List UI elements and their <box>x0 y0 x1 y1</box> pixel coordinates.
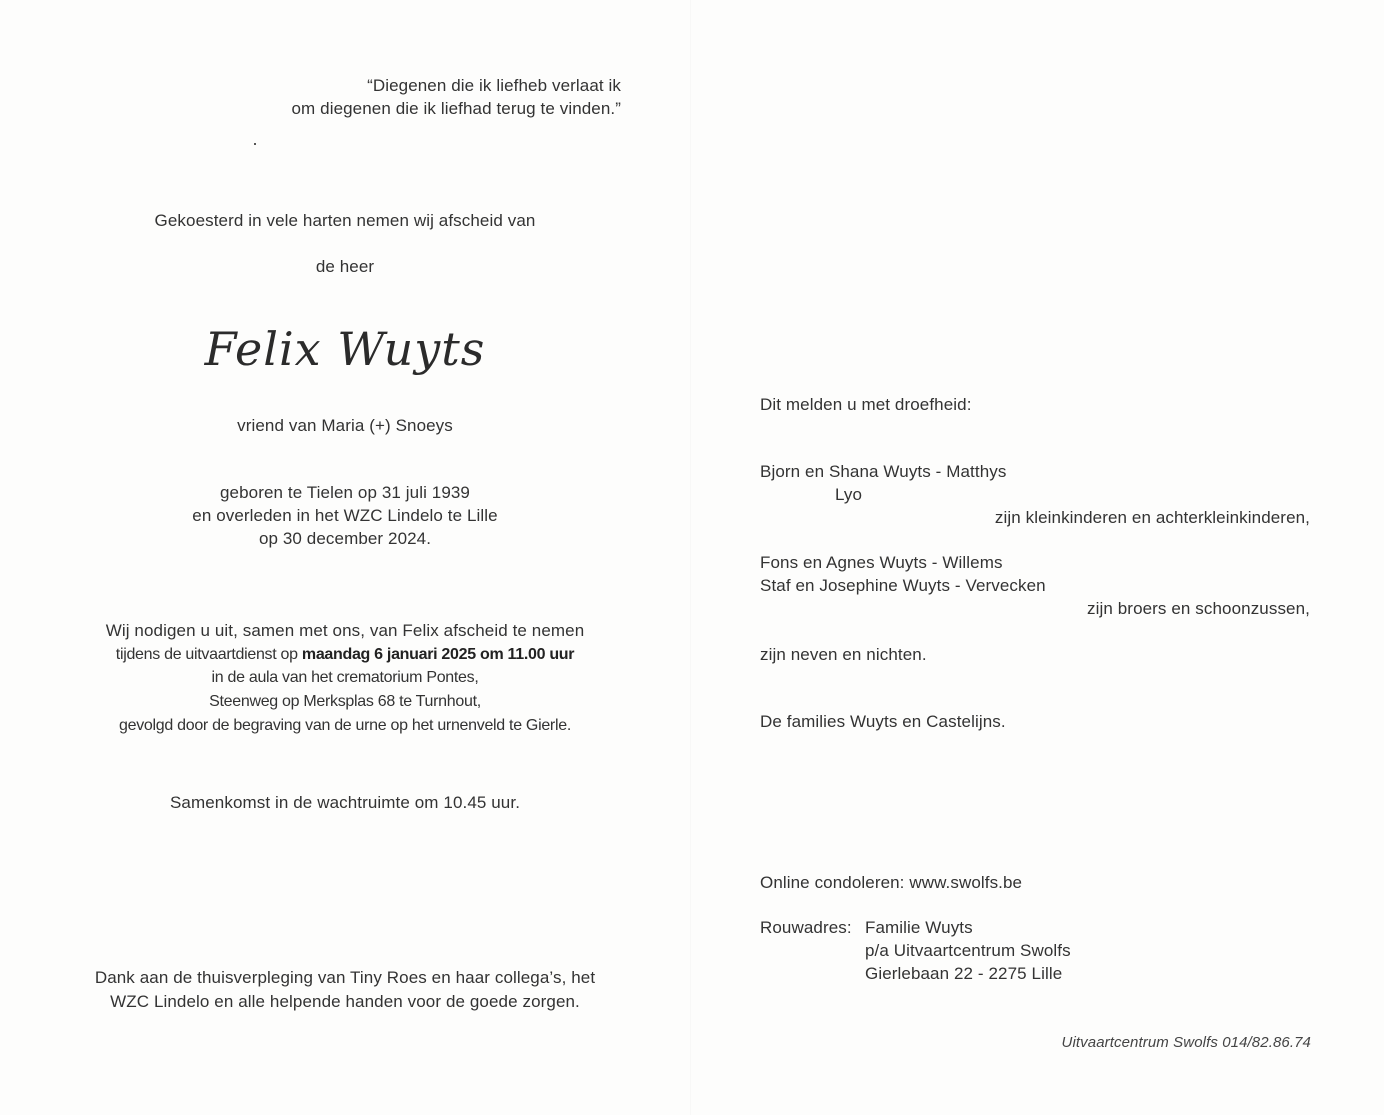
death-place-line: en overleden in het WZC Lindelo te Lille <box>192 506 498 525</box>
address-line-2: p/a Uitvaartcentrum Swolfs <box>865 941 1071 960</box>
quote-line-1: “Diegenen die ik liefheb verlaat ik <box>367 76 621 95</box>
birth-line: geboren te Tielen op 31 juli 1939 <box>220 483 470 502</box>
death-date-line: op 30 december 2024. <box>258 529 432 548</box>
invite-line-3: in de aula van het crematorium Pontes, <box>211 669 479 686</box>
relation-text: vriend van Maria (+) Snoeys <box>237 416 453 435</box>
address-line-3: Gierlebaan 22 - 2275 Lille <box>865 964 1063 983</box>
online-condolence: Online condoleren: www.swolfs.be <box>760 873 1023 892</box>
address-line-1: Familie Wuyts <box>865 918 973 937</box>
intro-text: Gekoesterd in vele harten nemen wij afscheid van <box>154 211 536 230</box>
grandchildren-line-1: Bjorn en Shana Wuyts - Matthys <box>760 462 1007 481</box>
decorative-dot <box>254 143 256 145</box>
siblings-role: zijn broers en schoonzussen, <box>1087 599 1310 618</box>
meeting-text: Samenkomst in de wachtruimte om 10.45 uur. <box>169 793 521 812</box>
siblings-line-1: Fons en Agnes Wuyts - Willems <box>760 553 1003 572</box>
honorific: de heer <box>315 257 375 276</box>
service-datetime: maandag 6 januari 2025 om 11.00 uur <box>301 646 575 663</box>
cousins-text: zijn neven en nichten. <box>760 645 927 664</box>
siblings-line-2: Staf en Josephine Wuyts - Vervecken <box>760 576 1046 595</box>
quote-line-2: om diegenen die ik liefhad terug te vinden.” <box>291 99 621 118</box>
grandchildren-role: zijn kleinkinderen en achterkleinkinderen, <box>994 508 1310 527</box>
funeral-home-footer: Uitvaartcentrum Swolfs 014/82.86.74 <box>1061 1034 1311 1051</box>
card-fold <box>690 0 691 1115</box>
invite-line-1: Wij nodigen u uit, samen met ons, van Felix afscheid te nemen <box>105 621 585 640</box>
thanks-line-1: Dank aan de thuisverpleging van Tiny Roes en haar collega’s, het <box>94 968 596 987</box>
thanks-line-2: WZC Lindelo en alle helpende handen voor de goede zorgen. <box>110 992 580 1011</box>
grandchildren-line-2: Lyo <box>835 485 863 504</box>
invite-line-2 <box>116 643 574 666</box>
deceased-name: Felix Wuyts <box>204 322 486 376</box>
address-label: Rouwadres: <box>760 918 852 937</box>
announce-text: Dit melden u met droefheid: <box>760 395 972 414</box>
invite-line-2-prefix: tijdens de uitvaartdienst op <box>115 646 302 663</box>
families-text: De families Wuyts en Castelijns. <box>760 712 1006 731</box>
invite-line-5: gevolgd door de begraving van de urne op het urnenveld te Gierle. <box>119 717 571 734</box>
invite-line-4: Steenweg op Merksplas 68 te Turnhout, <box>209 693 481 710</box>
